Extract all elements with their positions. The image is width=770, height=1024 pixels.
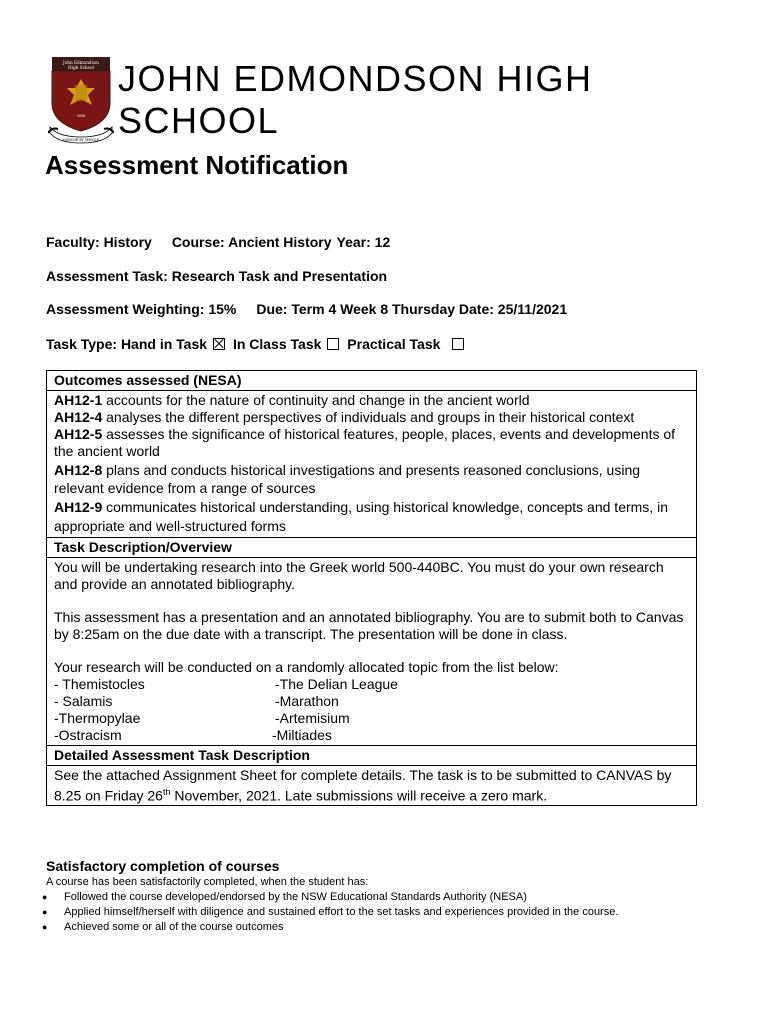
overview-paragraph: Your research will be conducted on a randomly allocated topic from the list below: xyxy=(54,658,559,675)
svg-text:HONOUR BY SERVICE: HONOUR BY SERVICE xyxy=(63,138,99,142)
weighting-due-row xyxy=(46,301,567,317)
criteria-item: ● Applied himself/herself with diligence and sustained effort to the set tasks and experiences provided in the course. xyxy=(46,906,618,921)
topic-item: -Thermopylae xyxy=(54,709,141,726)
practical-checkbox[interactable] xyxy=(452,338,464,350)
outcomes-list xyxy=(47,391,697,538)
overview-body xyxy=(47,557,697,745)
criteria-item: ● Achieved some or all of the course outcomes xyxy=(46,921,618,936)
topic-item: -Artemisium xyxy=(275,709,350,726)
page-title: Assessment Notification xyxy=(45,150,349,180)
year-label: Year: 12 xyxy=(336,234,391,250)
svg-text:High School: High School xyxy=(68,65,94,70)
topic-item: - Themistocles xyxy=(54,675,145,692)
outcome-item: AH12-9 communicates historical understanding, using historical knowledge, concepts and terms, in appropriate and well-structured forms xyxy=(54,498,668,534)
assessment-task-label: Assessment Task: Research Task and Presentation xyxy=(46,268,388,284)
detailed-heading: Detailed Assessment Task Description xyxy=(47,745,697,765)
criteria-item: ● Followed the course developed/endorsed by the NSW Educational Standards Authority (NESA) xyxy=(46,891,618,906)
weighting-label: Assessment Weighting: 15% xyxy=(46,301,237,317)
course-label: Course: Ancient History xyxy=(171,234,332,250)
task-type-label: Task Type: Hand in Task xyxy=(46,336,208,352)
outcome-item: AH12-5 assesses the significance of historical features, people, places, events and developments of the ancient world xyxy=(54,425,676,459)
school-name-line1: JOHN EDMONDSON HIGH xyxy=(118,58,593,99)
topic-item: -Miltiades xyxy=(272,726,332,743)
school-crest-logo xyxy=(48,55,114,145)
assessment-details-table xyxy=(46,370,697,806)
practical-label: Practical Task xyxy=(347,336,441,352)
outcomes-heading: Outcomes assessed (NESA) xyxy=(47,371,697,391)
in-class-checkbox[interactable] xyxy=(327,338,339,350)
school-name xyxy=(118,58,593,142)
task-type-row xyxy=(46,336,468,352)
outcome-item: AH12-4 analyses the different perspectives of individuals and groups in their historical context xyxy=(54,409,635,425)
overview-heading: Task Description/Overview xyxy=(47,537,697,557)
topic-item: -Ostracism xyxy=(54,726,122,743)
topic-item: - Salamis xyxy=(54,692,113,709)
detailed-body: See the attached Assignment Sheet for complete details. The task is to be submitted to CANVAS by 8.25 on Friday 26th November, 2021. Late submissions will receive a zero mark. xyxy=(47,765,697,806)
outcome-item: AH12-8 plans and conducts historical investigations and presents reasoned conclusions, using relevant evidence from a range of sources xyxy=(54,461,641,496)
topic-list xyxy=(54,676,689,744)
criteria-list xyxy=(46,891,618,936)
topic-item: -The Delian League xyxy=(275,675,398,692)
due-label: Due: Term 4 Week 8 Thursday Date: 25/11/2021 xyxy=(256,301,568,317)
topic-item: -Marathon xyxy=(275,692,339,709)
outcome-item: AH12-1 accounts for the nature of continuity and change in the ancient world xyxy=(54,392,530,408)
school-name-line2: SCHOOL xyxy=(118,100,280,141)
svg-text:John Edmondson: John Edmondson xyxy=(63,60,99,65)
svg-text:2006: 2006 xyxy=(76,114,86,118)
faculty-label: Faculty: History xyxy=(46,234,152,250)
satisfactory-heading: Satisfactory completion of courses xyxy=(46,858,280,874)
overview-paragraph: You will be undertaking research into the Greek world 500-440BC. You must do your own research and provide an annotated bibliography. xyxy=(54,558,664,592)
faculty-course-row xyxy=(46,234,390,250)
overview-paragraph: This assessment has a presentation and an annotated bibliography. You are to submit both to Canvas by 8:25am on the due date with a transcript. The presentation will be done in class. xyxy=(54,608,684,642)
satisfactory-intro: A course has been satisfactorily completed, when the student has: xyxy=(46,876,369,888)
in-class-label: In Class Task xyxy=(232,336,322,352)
hand-in-checkbox[interactable] xyxy=(213,338,225,350)
